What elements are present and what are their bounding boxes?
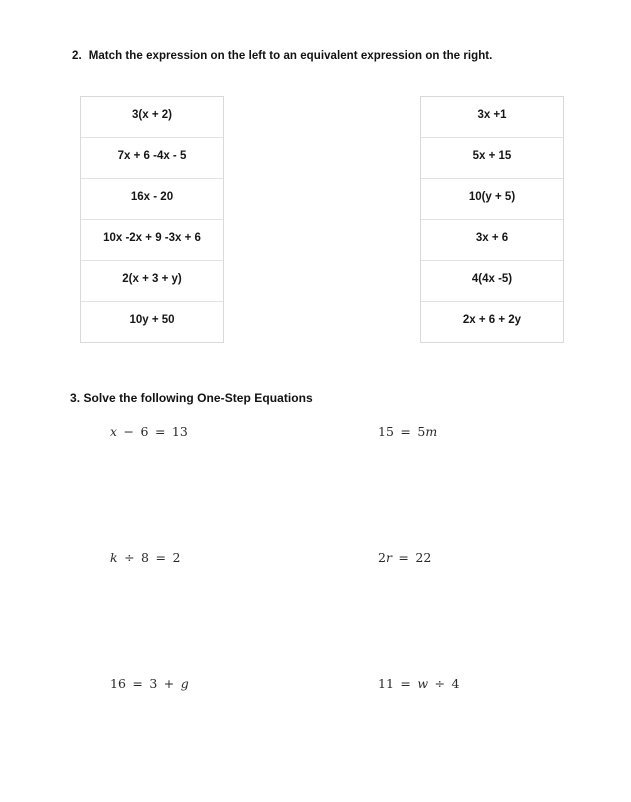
- equation-item: x − 6 = 13: [110, 424, 188, 439]
- equation-row: [0, 424, 631, 550]
- match-cell-right[interactable]: 5x + 15: [421, 138, 563, 179]
- match-cell-right[interactable]: 4(4x -5): [421, 261, 563, 302]
- equation-item: 16 = 3 + g: [110, 676, 189, 691]
- match-cell-left[interactable]: 7x + 6 -4x - 5: [81, 138, 223, 179]
- question-2-number: 2.: [72, 50, 82, 62]
- match-cell-left[interactable]: 3(x + 2): [81, 97, 223, 138]
- equation-item: 15 = 5m: [378, 424, 438, 439]
- match-cell-right[interactable]: 3x +1: [421, 97, 563, 138]
- equation-item: 2r = 22: [378, 550, 432, 565]
- equation-item: 11 = w ÷ 4: [378, 676, 460, 691]
- question-3-heading: 3. Solve the following One-Step Equations: [70, 391, 313, 405]
- matching-table-right: [420, 96, 564, 343]
- match-cell-right[interactable]: 2x + 6 + 2y: [421, 302, 563, 343]
- equation-item: k ÷ 8 = 2: [110, 550, 181, 565]
- match-cell-left[interactable]: 16x - 20: [81, 179, 223, 220]
- match-cell-left[interactable]: 10y + 50: [81, 302, 223, 343]
- match-cell-right[interactable]: 3x + 6: [421, 220, 563, 261]
- equation-row: [0, 550, 631, 676]
- match-cell-left[interactable]: 10x -2x + 9 -3x + 6: [81, 220, 223, 261]
- question-2-heading: [72, 50, 492, 62]
- match-cell-left[interactable]: 2(x + 3 + y): [81, 261, 223, 302]
- match-cell-right[interactable]: 10(y + 5): [421, 179, 563, 220]
- equation-grid: [0, 424, 631, 802]
- equation-row: [0, 676, 631, 802]
- matching-table-left: [80, 96, 224, 343]
- question-2-prompt: Match the expression on the left to an equivalent expression on the right.: [88, 50, 493, 62]
